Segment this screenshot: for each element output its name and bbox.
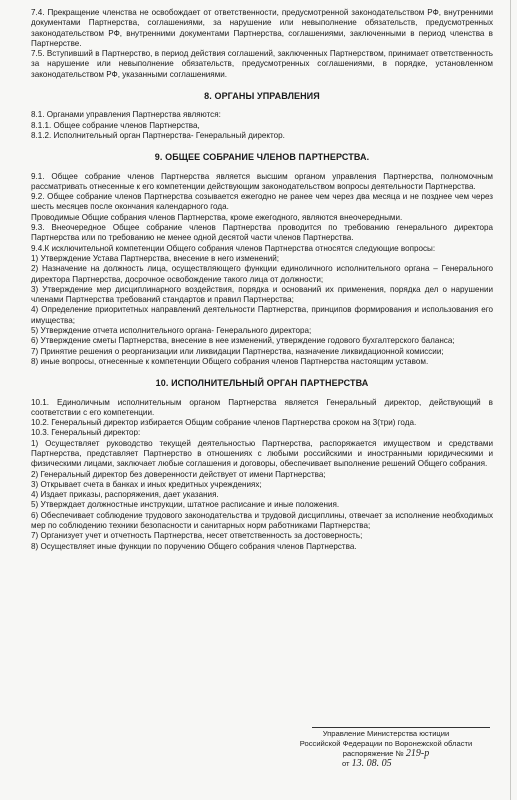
clause-9-1: 9.1. Общее собрание членов Партнерства является высшим органом управления Партнерства, полномочным рассматривать отнесенные к его компетенции действующим законодательством вопросы деятельности Партнерства. (31, 171, 493, 191)
clause-10-1: 10.1. Единоличным исполнительным органом Партнерства является Генеральный директор, действующий в соответствии с его компетенции. (31, 397, 493, 417)
list-item: 4) Издает приказы, распоряжения, дает указания. (31, 490, 219, 500)
list-item: 5) Утверждает должностные инструкции, штатное расписание и иные положения. (31, 500, 340, 510)
clause-7-4: 7.4. Прекращение членства не освобождает от ответственности, предусмотренной законодательством РФ, внутренними документами Партнерства, соглашениями, за нарушение или невыполнение обязательств, предусмотренных законодательством РФ, внутренними документами Партнерства, соглашениями, заключенными в период членства в Партнерстве. (31, 8, 493, 48)
section-9-heading: 9. ОБЩЕЕ СОБРАНИЕ ЧЛЕНОВ ПАРТНЕРСТВА. (154, 152, 370, 163)
list-item: 7) Принятие решения о реорганизации или ликвидации Партнерства, назначение ликвидационной комиссии; (31, 346, 444, 356)
clause-7-5: 7.5. Вступивший в Партнерство, в период действия соглашений, заключенных Партнерством, принимает ответственность за нарушение или невыполнение обязательств, предусмотренных соглашениями, в порядке, установленном законодательством РФ, указанными соглашениями. (31, 49, 493, 79)
list-item: 1) Осуществляет руководство текущей деятельностью Партнерства, распоряжается имуществом и средствами Партнерства, представляет Партнерство в отношениях с любыми российскими и иностранными юридическими и физическими лицами, заключает любые соглашения и договоры, обеспечивает выполнение решений Общего собрания. (31, 438, 493, 469)
section-10-heading: 10. ИСПОЛНИТЕЛЬНЫЙ ОРГАН ПАРТНЕРСТВА (155, 378, 369, 389)
clause-9-3: 9.3. Внеочередное Общее собрание членов Партнерства проводится по требованию генерального директора Партнерства или по требованию не менее одной десятой части членов Партнерства. (31, 223, 493, 243)
clause-8-1-2: 8.1.2. Исполнительный орган Партнерства- Генеральный директор. (31, 130, 285, 140)
list-item: 2) Назначение на должность лица, осуществляющего функции единоличного исполнительного органа – Генерального директора Партнерства, досрочное освобождение такого лица от должности; (31, 264, 493, 284)
clause-9-2: 9.2. Общее собрание членов Партнерства созывается ежегодно не ранее чем через два месяца и не позднее чем через шесть месяцев после окончания календарного года. (31, 192, 493, 212)
list-item: 5) Утверждение отчета исполнительного органа- Генерального директора; (31, 326, 312, 336)
list-item: 3) Утверждение мер дисциплинарного воздействия, порядка и оснований их применения, порядка дел о нарушении членами Партнерства требований стандартов и правил Партнерства; (31, 284, 493, 305)
clause-8-1-1: 8.1.1. Общее собрание членов Партнерства, (31, 120, 200, 130)
stamp-date-prefix: от (342, 759, 350, 768)
clause-8-1: 8.1. Органами управления Партнерства являются: (31, 110, 221, 120)
list-item: 6) Утверждение сметы Партнерства, внесение в нее изменений, утверждение годового бухгалтерского баланса; (31, 336, 455, 346)
scan-edge-line (510, 0, 511, 800)
stamp-date-value: 13. 08. 05 (351, 758, 392, 769)
stamp-rule (312, 727, 490, 728)
stamp-authority-line-1: Управление Министерства юстиции (322, 729, 450, 738)
stamp-reg-label: распоряжение № (342, 749, 404, 758)
stamp-reg-number: 219-р (405, 748, 430, 759)
list-item: 3) Открывает счета в банках и иных кредитных учреждениях; (31, 479, 262, 489)
clause-9-2-extra: Проводимые Общие собрания членов Партнерства, кроме ежегодного, являются внеочередными. (31, 212, 403, 222)
clause-10-3: 10.3. Генеральный директор: (31, 428, 141, 438)
clause-9-4: 9.4.К исключительной компетенции Общего собрания членов Партнерства относятся следующие вопросы: (31, 243, 436, 253)
stamp-authority-line-2: Российской Федерации по Воронежской области (299, 739, 473, 748)
document-page (31, 8, 493, 552)
list-item: 6) Обеспечивает соблюдение трудового законодательства и трудовой дисциплины, отвечает за исполнение необходимых мер по соблюдению техники безопасности и санитарных норм работниками Партнерства; (31, 510, 493, 531)
list-item: 8) Осуществляет иные функции по поручению Общего собрания членов Партнерства. (31, 541, 357, 551)
list-item: 1) Утверждение Устава Партнерства, внесение в него изменений; (31, 253, 280, 263)
registration-stamp (282, 727, 490, 769)
clause-10-2: 10.2. Генеральный директор избирается Общим собрание членов Партнерства сроком на 3(три) года. (31, 418, 417, 428)
list-item: 2) Генеральный директор без доверенности действует от имени Партнерства; (31, 469, 326, 479)
list-item: 4) Определение приоритетных направлений деятельности Партнерства, принципов формирования и использования его имущества; (31, 305, 493, 325)
list-item: 7) Организует учет и отчетность Партнерства, несет ответственность за достоверность; (31, 531, 363, 541)
list-item: 8) иные вопросы, отнесенные к компетенции Общего собрания членов Партнерства настоящим уставом. (31, 356, 429, 366)
stamp-date-row (282, 759, 490, 769)
section-8-heading: 8. ОРГАНЫ УПРАВЛЕНИЯ (204, 91, 320, 102)
